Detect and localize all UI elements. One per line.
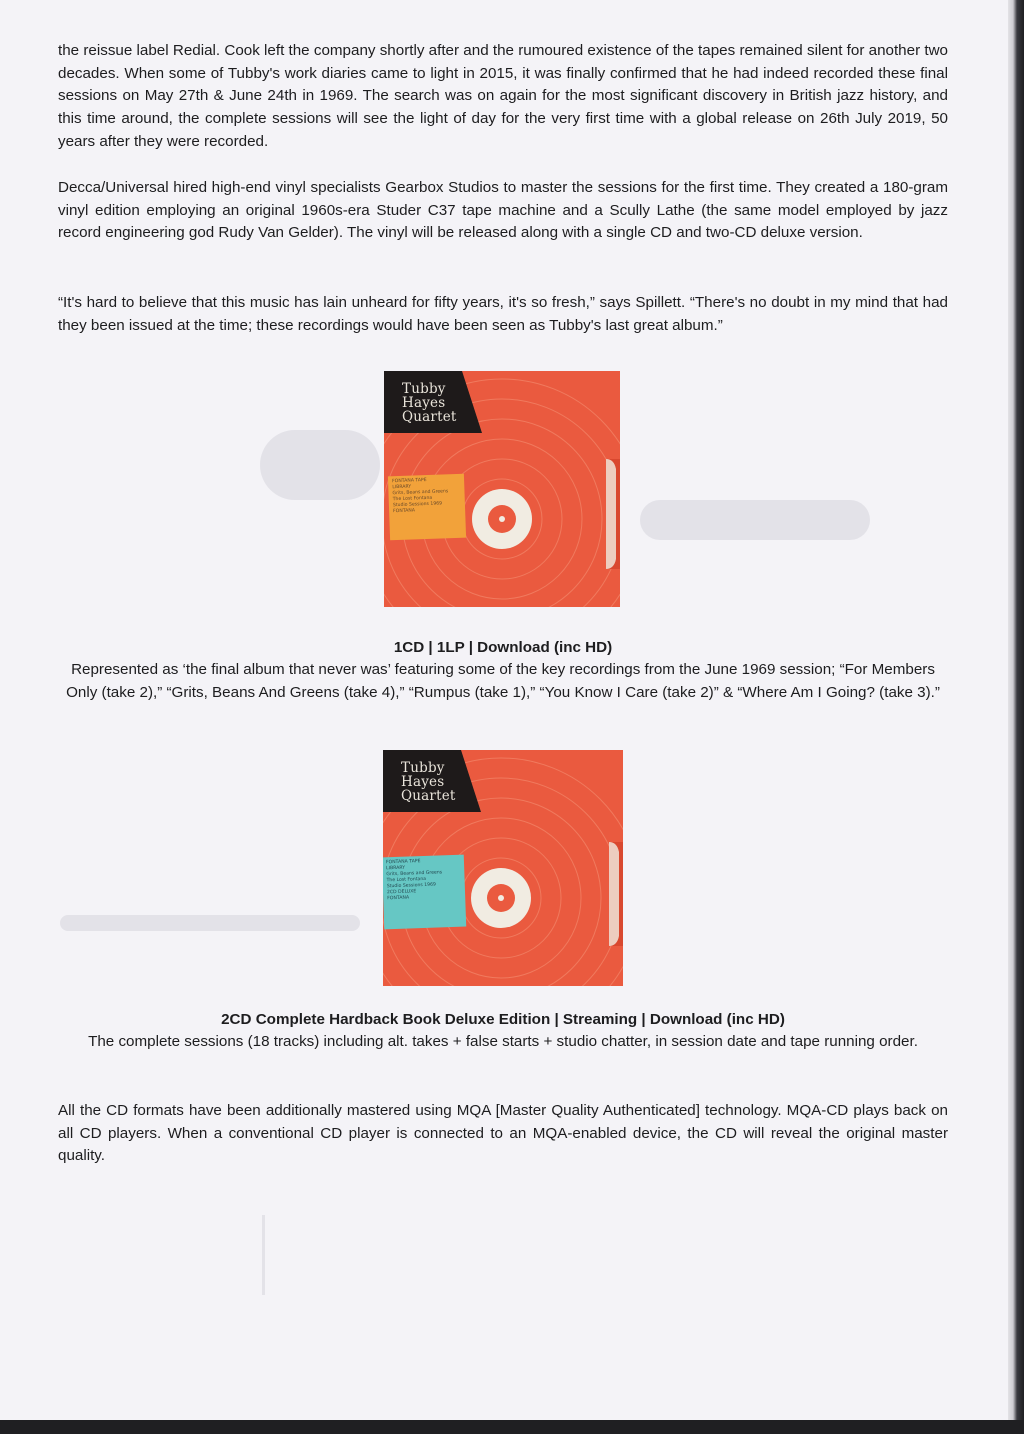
album-cover-1cd xyxy=(384,371,620,607)
scan-smudge xyxy=(260,430,380,500)
scan-smudge xyxy=(60,915,360,931)
release-caption-1cd xyxy=(58,637,948,704)
paragraph-mqa: All the CD formats have been additionally mastered using MQA [Master Quality Authenticated] technology. MQA-CD plays back on all CD players. When a conventional CD player is connected to an MQA-enabled device, the CD will reveal the original master quality. xyxy=(58,1102,948,1165)
cover-sticker: FONTANA TAPE LIBRARY Grits, Beans and Greens The Lost Fontana Studio Sessions 1969 FONTANA xyxy=(388,474,466,541)
cover-title: Tubby Hayes Quartet xyxy=(402,381,457,425)
release-title: 1CD | 1LP | Download (inc HD) xyxy=(393,639,613,656)
scan-edge-bottom xyxy=(0,1420,1024,1434)
release-caption-2cd xyxy=(58,1009,948,1054)
scan-edge-right xyxy=(1008,0,1024,1434)
scan-mark xyxy=(262,1215,265,1295)
release-description: Represented as ‘the final album that never was’ featuring some of the key recordings from the June 1969 session; “For Members Only (take 2),” “Grits, Beans And Greens (take 4),” “Rumpus (take 1),” “You Know I Care (take 2)” & “Where Am I Going? (take 3).” xyxy=(66,661,940,701)
album-cover-2cd xyxy=(383,750,623,986)
paragraph-spillett-quote: “It's hard to believe that this music has lain unheard for fifty years, it's so fresh,” says Spillett. “There's no doubt in my mind that had they been issued at the time; these recordings would have been seen as Tubby's last great album.” xyxy=(58,294,948,334)
cover-sticker: FONTANA TAPE LIBRARY Grits, Beans and Greens The Lost Fontana Studio Sessions 1969 2CD DELUXE FONTANA xyxy=(383,855,466,930)
paragraph-redial-history: the reissue label Redial. Cook left the company shortly after and the rumoured existence of the tapes remained silent for another two decades. When some of Tubby's work diaries came to light in 2015, it was finally confirmed that he had indeed recorded these final sessions on May 27th & June 24th in 1969. The search was on again for the most significant discovery in British jazz history, and this time around, the complete sessions will see the light of day for the very first time with a global release on 26th July 2019, 50 years after they were recorded. xyxy=(58,42,948,150)
release-description: The complete sessions (18 tracks) including alt. takes + false starts + studio chatter, in session date and tape running order. xyxy=(88,1033,918,1051)
release-title: 2CD Complete Hardback Book Deluxe Edition | Streaming | Download (inc HD) xyxy=(221,1011,785,1028)
paragraph-gearbox-mastering: Decca/Universal hired high-end vinyl specialists Gearbox Studios to master the sessions for the first time. They created a 180-gram vinyl edition employing an original 1960s-era Studer C37 tape machine and a Scully Lathe (the same model employed by jazz record engineering god Rudy Van Gelder). The vinyl will be released along with a single CD and two-CD deluxe version. xyxy=(58,179,948,242)
cover-title: Tubby Hayes Quartet xyxy=(401,760,456,804)
scan-smudge xyxy=(640,500,870,540)
